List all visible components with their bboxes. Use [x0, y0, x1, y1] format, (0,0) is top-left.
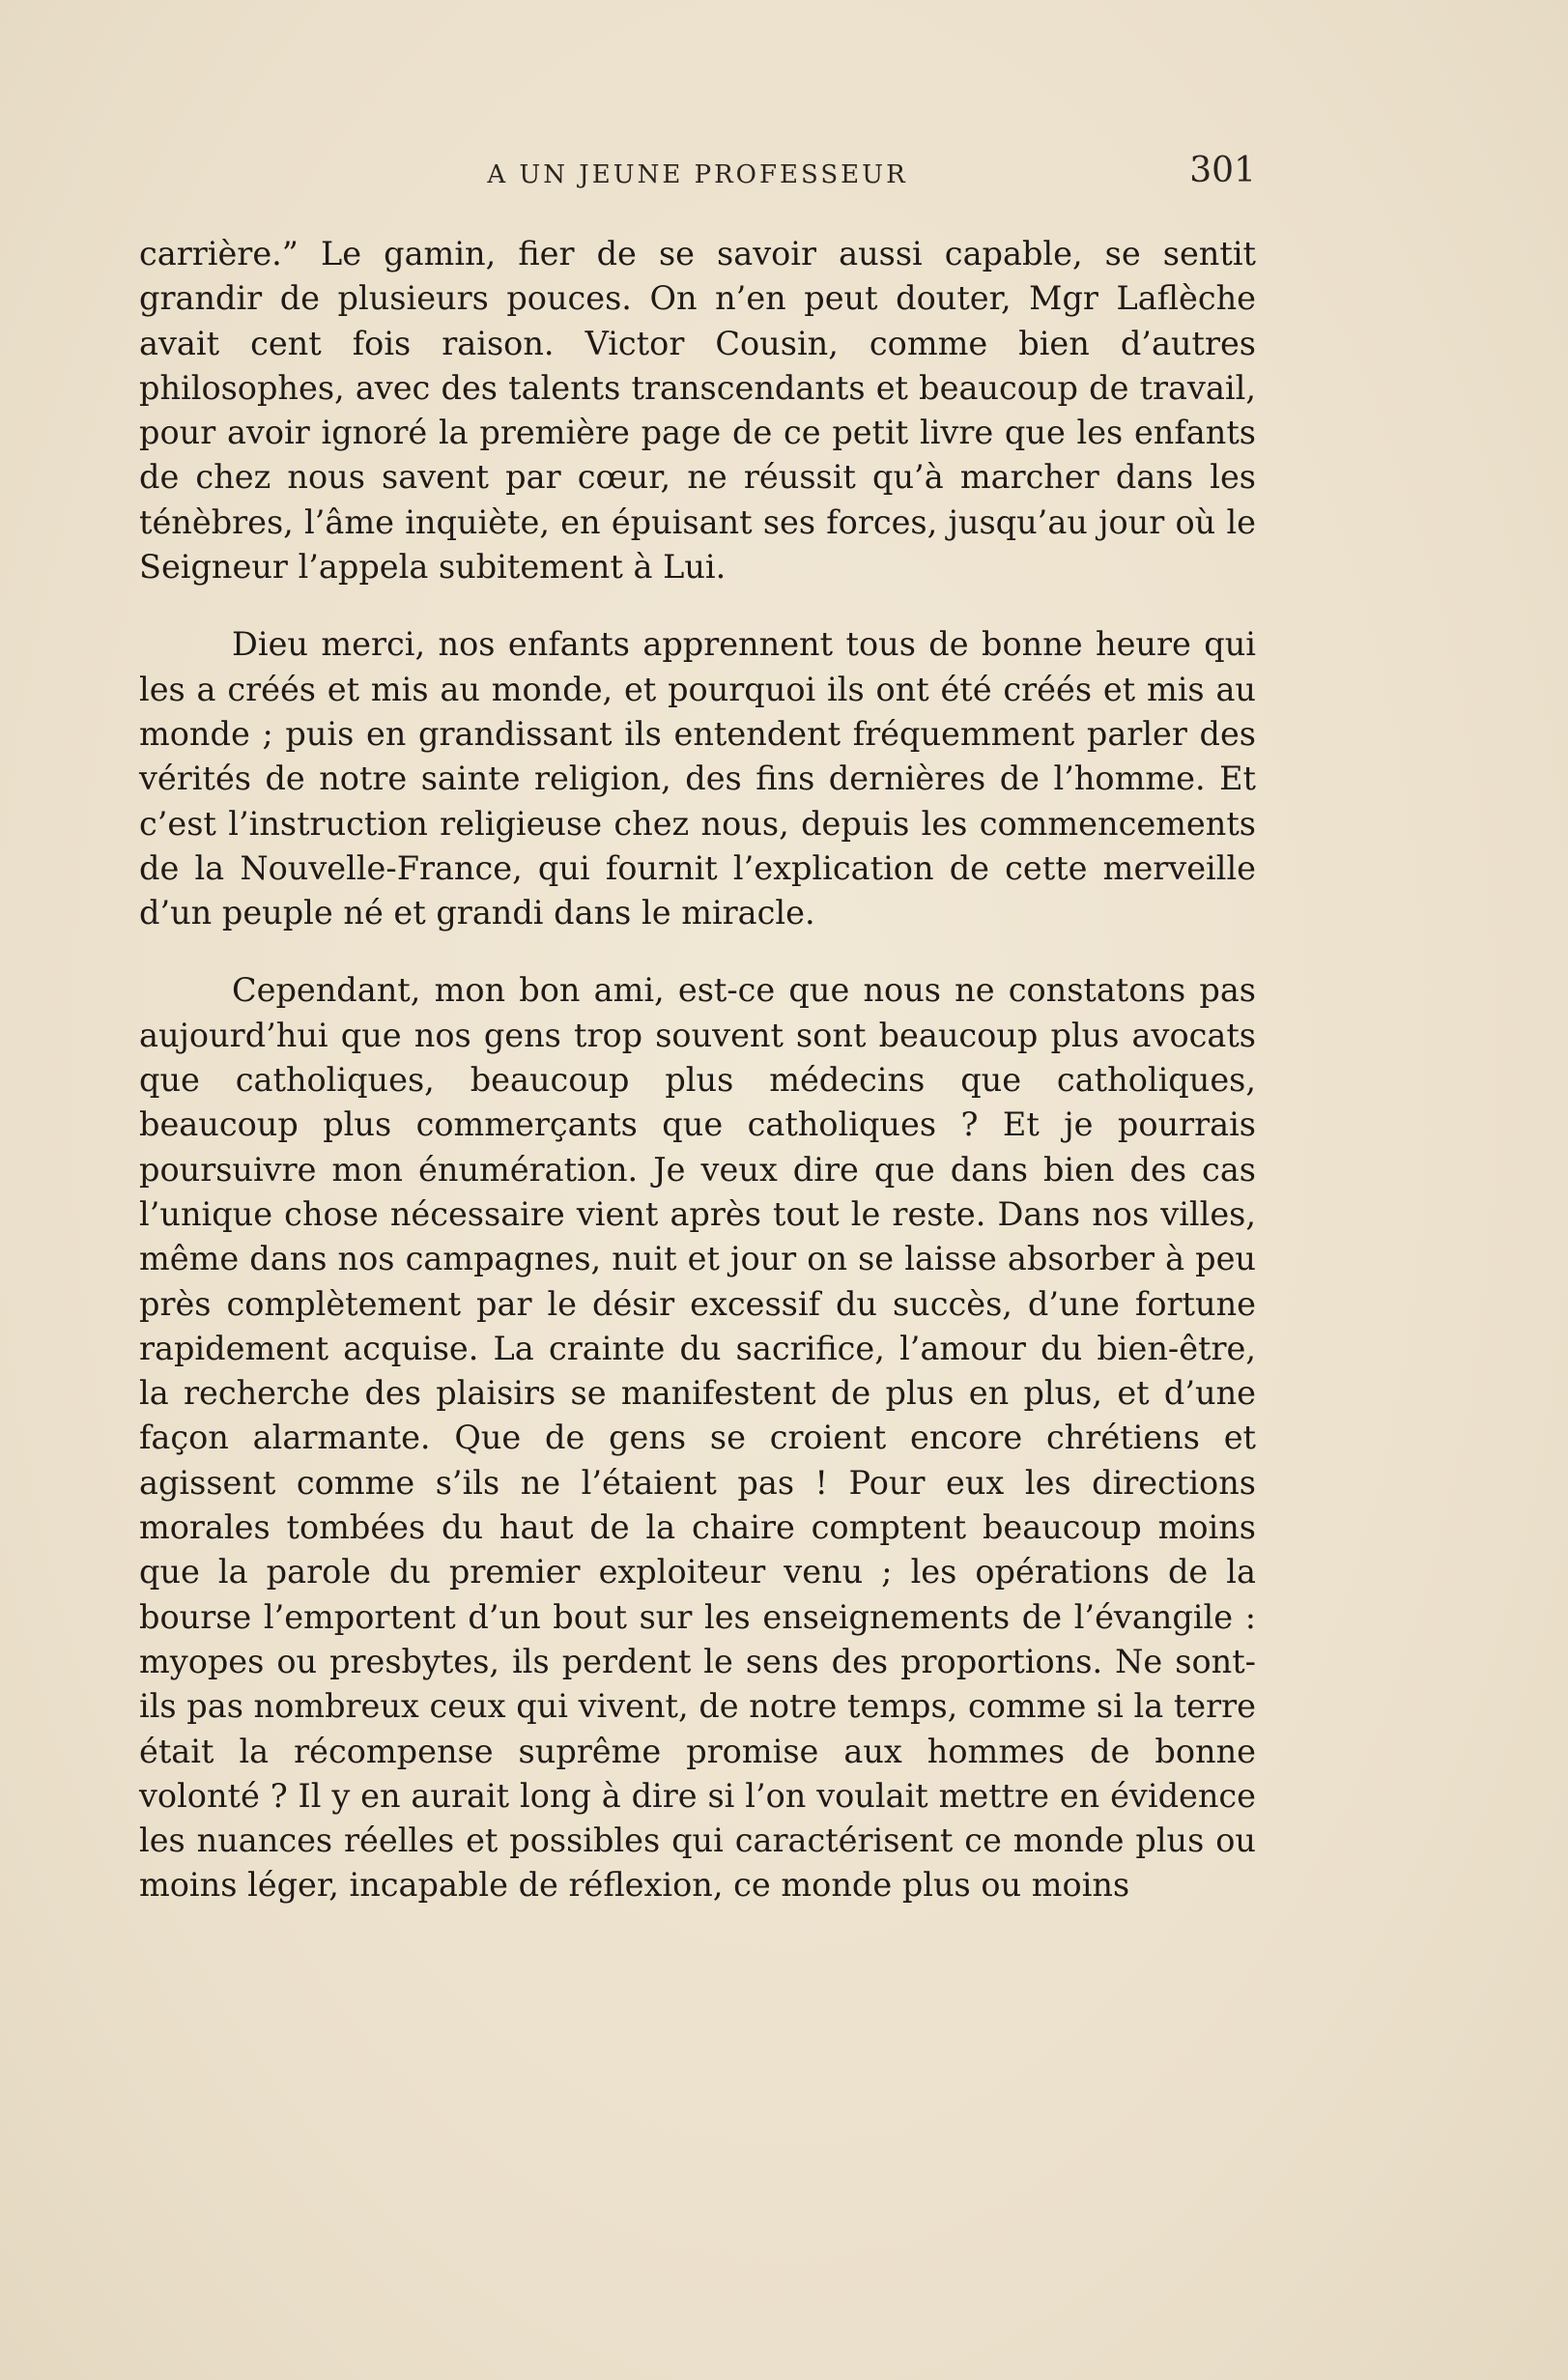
- page-header: [139, 151, 1256, 199]
- body-text: [139, 232, 1256, 1908]
- paragraph-cependant: Cependant, mon bon ami, est-ce que nous ne constatons pas aujourd’hui que nos gens trop souvent sont beaucoup plus avocats que catholiques, beaucoup plus médecins que catholiques, beaucoup plus commerçants que catholiques ? Et je pourrais poursuivre mon énumération. Je veux dire que dans bien des cas l’unique chose nécessaire vient après tout le reste. Dans nos villes, même dans nos campagnes, nuit et jour on se laisse absorber à peu près complètement par le désir excessif du succès, d’une fortune rapidement acquise. La crainte du sacrifice, l’amour du bien-être, la recherche des plaisirs se manifestent de plus en plus, et d’une façon alarmante. Que de gens se croient encore chrétiens et agissent comme s’ils ne l’étaient pas ! Pour eux les directions morales tombées du haut de la chaire comptent beaucoup moins que la parole du premier exploiteur venu ; les opérations de la bourse l’emportent d’un bout sur les enseignements de l’évangile : myopes ou presbytes, ils perdent le sens des proportions. Ne sont-ils pas nombreux ceux qui vivent, de notre temps, comme si la terre était la récompense suprême promise aux hommes de bonne volonté ? Il y en aurait long à dire si l’on voulait mettre en évidence les nuances réelles et possibles qui caractérisent ce monde plus ou moins léger, incapable de réflexion, ce monde plus ou moins: [139, 971, 1256, 1905]
- running-head: A UN JEUNE PROFESSEUR: [487, 160, 908, 189]
- paragraph-continuation: carrière.” Le gamin, fier de se savoir aussi capable, se sentit grandir de plusieurs pouces. On n’en peut douter, Mgr Laflèche avait cent fois raison. Victor Cousin, comme bien d’autres philosophes, avec des talents transcendants et beaucoup de travail, pour avoir ignoré la première page de ce petit livre que les enfants de chez nous savent par cœur, ne réussit qu’à marcher dans les ténèbres, l’âme inquiète, en épuisant ses forces, jusqu’au jour où le Seigneur l’appela subitement à Lui.: [139, 235, 1256, 587]
- paragraph-dieu-merci: Dieu merci, nos enfants apprennent tous de bonne heure qui les a créés et mis au monde, et pourquoi ils ont été créés et mis au monde ; puis en grandissant ils entendent fréquemment parler des vérités de notre sainte religion, des fins dernières de l’homme. Et c’est l’instruction religieuse chez nous, depuis les commencements de la Nouvelle-France, qui fournit l’explication de cette merveille d’un peuple né et grandi dans le miracle.: [139, 625, 1256, 932]
- page-number: 301: [1189, 151, 1256, 190]
